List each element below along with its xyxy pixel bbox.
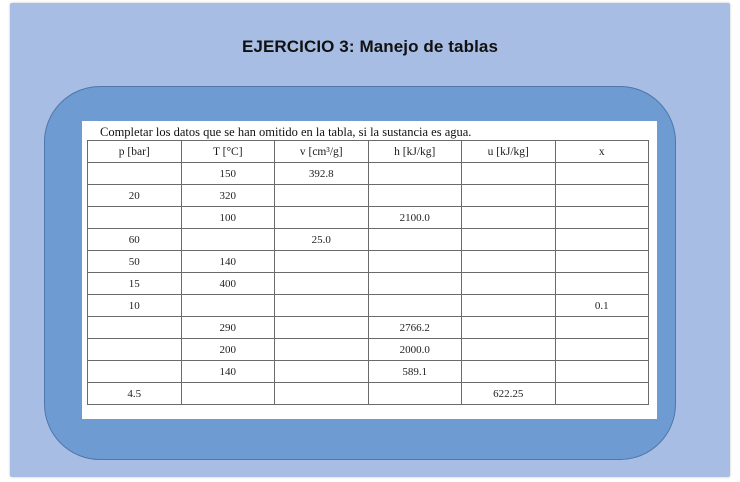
header-enthalpy: h [kJ/kg]: [368, 141, 462, 163]
table-row: [88, 185, 649, 207]
cell-enthalpy: 2100.0: [368, 207, 462, 229]
cell-internal-energy: [462, 273, 556, 295]
cell-enthalpy: [368, 383, 462, 405]
cell-pressure: [88, 207, 182, 229]
table-row: [88, 295, 649, 317]
cell-internal-energy: [462, 163, 556, 185]
cell-enthalpy: 2000.0: [368, 339, 462, 361]
cell-quality: [555, 185, 649, 207]
cell-quality: [555, 317, 649, 339]
cell-pressure: 15: [88, 273, 182, 295]
cell-internal-energy: [462, 295, 556, 317]
table-row: [88, 229, 649, 251]
cell-specific-volume: [275, 295, 369, 317]
cell-internal-energy: [462, 251, 556, 273]
cell-quality: [555, 163, 649, 185]
cell-internal-energy: [462, 207, 556, 229]
cell-specific-volume: [275, 251, 369, 273]
cell-temperature: 200: [181, 339, 275, 361]
cell-quality: [555, 251, 649, 273]
cell-specific-volume: 25.0: [275, 229, 369, 251]
cell-enthalpy: [368, 251, 462, 273]
cell-specific-volume: [275, 361, 369, 383]
table-row: [88, 207, 649, 229]
instruction-text: Completar los datos que se han omitido en la tabla, si la sustancia es agua.: [100, 125, 472, 139]
header-specific-volume: v [cm³/g]: [275, 141, 369, 163]
cell-temperature: 100: [181, 207, 275, 229]
cell-quality: [555, 361, 649, 383]
table-header-row: [88, 141, 649, 163]
header-pressure: p [bar]: [88, 141, 182, 163]
cell-pressure: 4.5: [88, 383, 182, 405]
cell-internal-energy: [462, 317, 556, 339]
cell-quality: [555, 207, 649, 229]
cell-specific-volume: [275, 383, 369, 405]
table-row: [88, 361, 649, 383]
cell-specific-volume: [275, 273, 369, 295]
cell-temperature: 140: [181, 361, 275, 383]
cell-temperature: 400: [181, 273, 275, 295]
cell-internal-energy: [462, 229, 556, 251]
cell-pressure: [88, 317, 182, 339]
cell-internal-energy: [462, 339, 556, 361]
slide-title: EJERCICIO 3: Manejo de tablas: [241, 37, 499, 56]
cell-quality: 0.1: [555, 295, 649, 317]
water-properties-table: [87, 140, 649, 405]
cell-quality: [555, 273, 649, 295]
cell-pressure: [88, 163, 182, 185]
cell-enthalpy: [368, 273, 462, 295]
cell-pressure: 10: [88, 295, 182, 317]
table-row: [88, 383, 649, 405]
table-sheet: [82, 121, 657, 419]
cell-quality: [555, 383, 649, 405]
cell-pressure: 20: [88, 185, 182, 207]
cell-enthalpy: [368, 185, 462, 207]
cell-specific-volume: [275, 185, 369, 207]
cell-internal-energy: [462, 361, 556, 383]
table-row: [88, 163, 649, 185]
table-row: [88, 317, 649, 339]
table-row: [88, 251, 649, 273]
cell-pressure: 50: [88, 251, 182, 273]
cell-pressure: [88, 361, 182, 383]
cell-temperature: [181, 295, 275, 317]
cell-temperature: 150: [181, 163, 275, 185]
cell-pressure: [88, 339, 182, 361]
header-quality: x: [555, 141, 649, 163]
cell-specific-volume: [275, 207, 369, 229]
cell-specific-volume: 392.8: [275, 163, 369, 185]
cell-internal-energy: [462, 185, 556, 207]
table-body: [88, 163, 649, 405]
cell-specific-volume: [275, 317, 369, 339]
table-row: [88, 273, 649, 295]
cell-pressure: 60: [88, 229, 182, 251]
cell-temperature: [181, 229, 275, 251]
cell-quality: [555, 339, 649, 361]
cell-enthalpy: 589.1: [368, 361, 462, 383]
cell-temperature: 290: [181, 317, 275, 339]
header-internal-energy: u [kJ/kg]: [462, 141, 556, 163]
cell-quality: [555, 229, 649, 251]
header-temperature: T [°C]: [181, 141, 275, 163]
cell-enthalpy: [368, 163, 462, 185]
table-row: [88, 339, 649, 361]
cell-temperature: 140: [181, 251, 275, 273]
cell-temperature: 320: [181, 185, 275, 207]
cell-enthalpy: [368, 229, 462, 251]
cell-internal-energy: 622.25: [462, 383, 556, 405]
cell-enthalpy: 2766.2: [368, 317, 462, 339]
cell-enthalpy: [368, 295, 462, 317]
cell-temperature: [181, 383, 275, 405]
cell-specific-volume: [275, 339, 369, 361]
